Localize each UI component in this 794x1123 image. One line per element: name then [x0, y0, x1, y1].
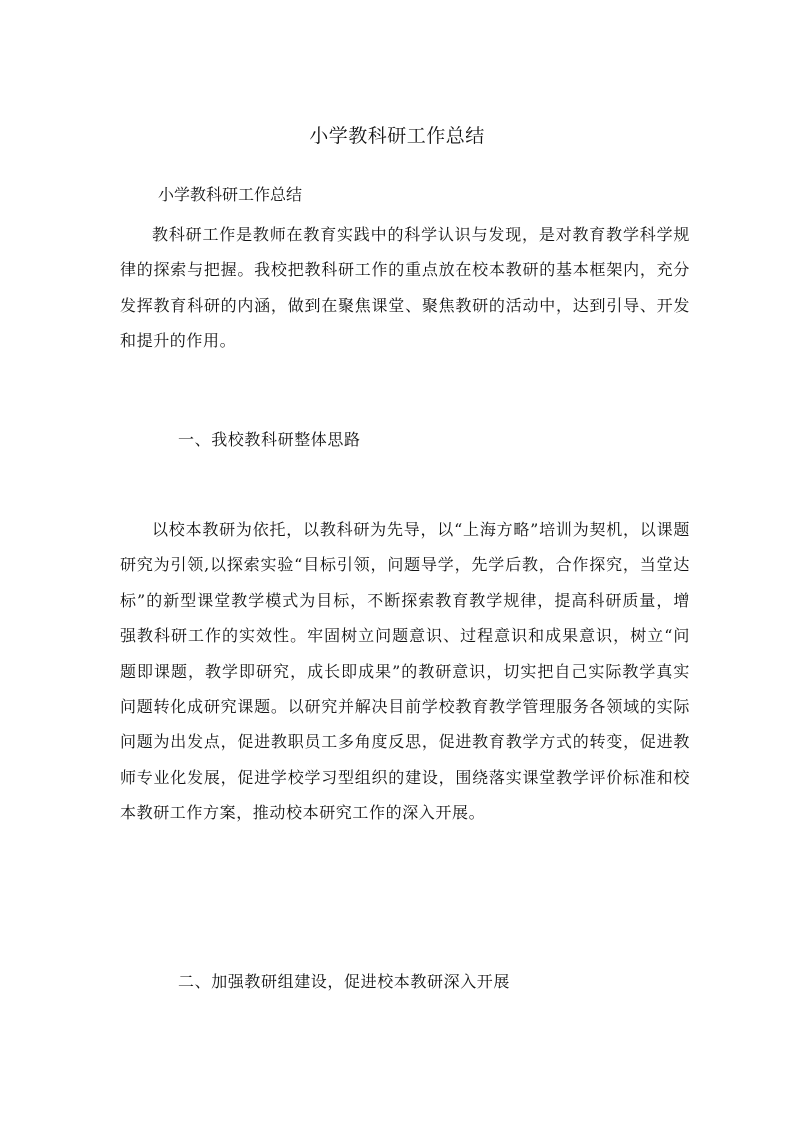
- document-title: 小学教科研工作总结: [309, 125, 485, 147]
- intro-paragraph: 教科研工作是教师在教育实践中的科学认识与发现，是对教育教学科学规律的探索与把握。我校把教科研工作的重点放在校本教研的基本框架内，充分发挥教育科研的内涵，做到在聚焦课堂、聚焦教研的活动中，达到引导、开发和提升的作用。: [120, 225, 690, 351]
- section-heading-2: 二、加强教研组建设，促进校本教研深入开展: [178, 972, 511, 991]
- section-heading-1: 一、我校教科研整体思路: [178, 430, 361, 449]
- document-subtitle: 小学教科研工作总结: [158, 185, 303, 204]
- section-1-paragraph: 以校本教研为依托，以教科研为先导，以“上海方略”培训为契机，以课题研究为引领,以探索实验“目标引领，问题导学，先学后教，合作探究，当堂达标”的新型课堂教学模式为目标，不断探索教育教学规律，提高科研质量，增强教科研工作的实效性。牢固树立问题意识、过程意识和成果意识，树立“问题即课题，教学即研究，成长即成果”的教研意识，切实把自己实际教学真实问题转化成研究课题。以研究并解决目前学校教育教学管理服务各领域的实际问题为出发点，促进教职员工多角度反思，促进教育教学方式的转变，促进教师专业化发展，促进学校学习型组织的建设，围绕落实课堂教学评价标准和校本教研工作方案，推动校本研究工作的深入开展。: [120, 520, 690, 823]
